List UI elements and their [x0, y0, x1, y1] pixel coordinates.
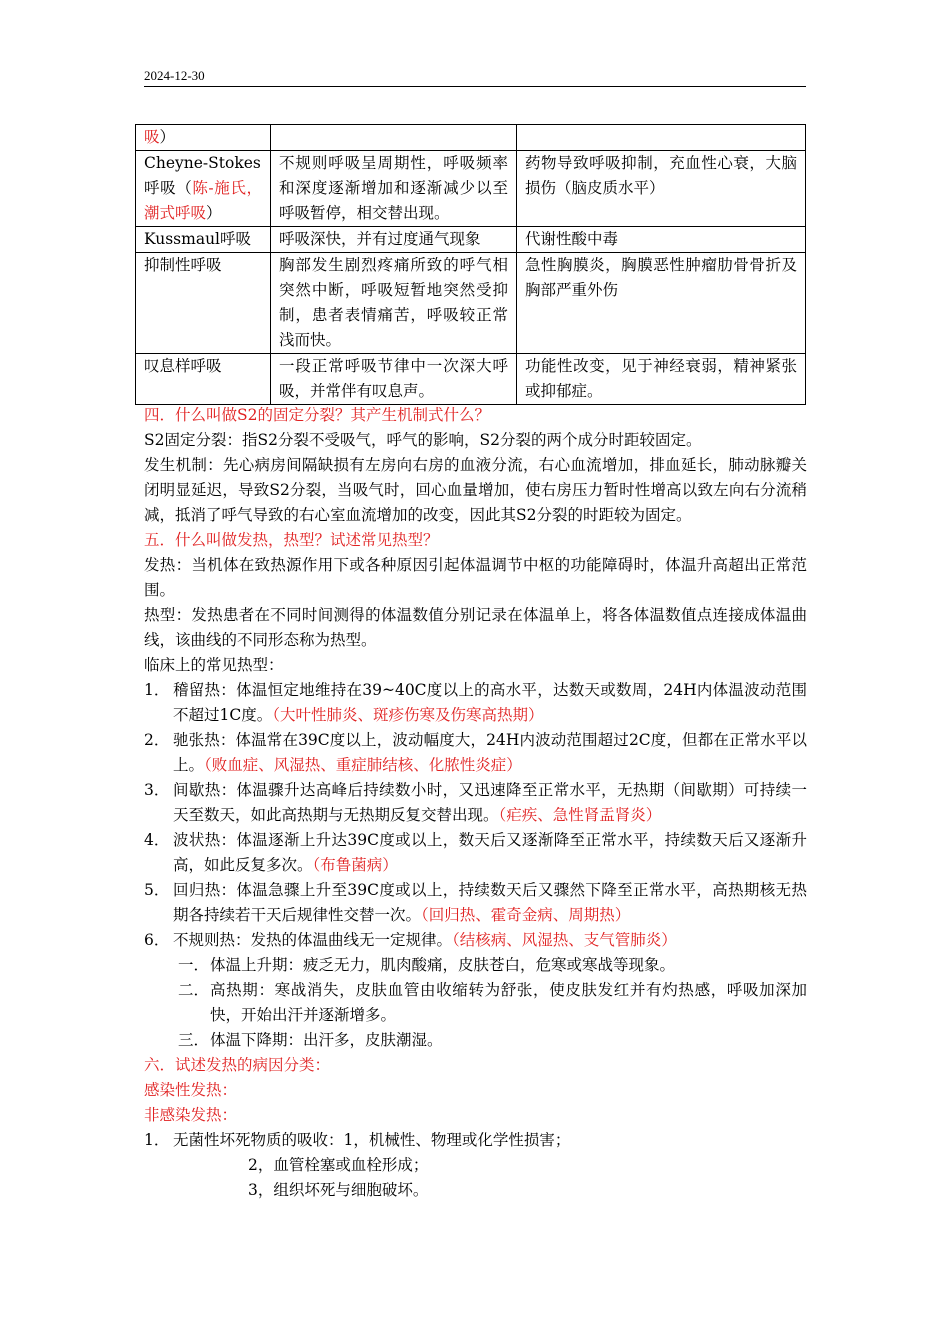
- table-cell-cause: 代谢性酸中毒: [517, 227, 806, 253]
- table-cell-cause: 功能性改变，见于神经衰弱，精神紧张或抑郁症。: [517, 354, 806, 405]
- table-row: [136, 253, 806, 354]
- table-row: [136, 354, 806, 405]
- table-row: [136, 151, 806, 227]
- table-cell-feature: 呼吸深快，并有过度通气现象: [271, 227, 517, 253]
- s2-mechanism-paragraph: 发生机制：先心病房间隔缺损有左房向右房的血液分流，右心血流增加，排血延长，肺动脉瓣关闭明显延迟，导致S2分裂，当吸气时，回心血量增加，使右房压力暂时性增高以致左向右分流稍减，抵消了呼气导致的右心室血流增加的改变，因此其S2分裂的时距较为固定。: [144, 456, 807, 524]
- list-item: 1． 无菌性坏死物质的吸收：1，机械性、物理或化学性损害；: [144, 1131, 571, 1149]
- table-cell-feature: 一段正常呼吸节律中一次深大呼吸，并常伴有叹息声。: [271, 354, 517, 405]
- table-cell-name: Cheyne-Stokes呼吸（陈-施氏，潮式呼吸）: [136, 151, 271, 227]
- sub-item: 3，组织坏死与细胞破坏。: [248, 1181, 429, 1199]
- table-cell-feature: 不规则呼吸呈周期性，呼吸频率和深度逐渐增加和逐渐减少以至呼吸暂停，相交替出现。: [271, 151, 517, 227]
- table-cell-name: 叹息样呼吸: [136, 354, 271, 405]
- table-cell-cause: 药物导致呼吸抑制，充血性心衰，大脑损伤（脑皮质水平）: [517, 151, 806, 227]
- list-item: 2． 驰张热：体温常在39C度以上，波动幅度大，24H内波动范围超过2C度，但都在正常水平以上。（败血症、风湿热、重症肺结核、化脓性炎症）: [144, 731, 807, 774]
- table-cell-name: Kussmaul呼吸: [136, 227, 271, 253]
- sub-item: 2，血管栓塞或血栓形成；: [248, 1156, 429, 1174]
- page-header: [144, 66, 806, 87]
- list-item: 3． 间歇热：体温骤升达高峰后持续数小时，又迅速降至正常水平，无热期（间歇期）可持续一天至数天，如此高热期与无热期反复交替出现。（疟疾、急性肾盂肾炎）: [144, 781, 807, 824]
- list-item: 三． 体温下降期：出汗多，皮肤潮湿。: [178, 1031, 443, 1049]
- list-item: 5． 回归热：体温急骤上升至39C度或以上，持续数天后又骤然下降至正常水平，高热期核无热期各持续若干天后规律性交替一次。（回归热、霍奇金病、周期热）: [144, 881, 807, 924]
- list-item: 6． 不规则热：发热的体温曲线无一定规律。（结核病、风湿热、支气管肺炎）: [144, 931, 677, 949]
- table-cell-cause: [517, 125, 806, 151]
- table-row: [136, 125, 806, 151]
- infectious-fever-heading: 感染性发热：: [144, 1081, 238, 1099]
- section-5-title: 五．什么叫做发热，热型？试述常见热型？: [144, 531, 439, 549]
- header-date: 2024-12-30: [144, 68, 205, 83]
- list-item: 4． 波状热：体温逐渐上升达39C度或以上，数天后又逐渐降至正常水平，持续数天后又逐渐升高，如此反复多次。（布鲁菌病）: [144, 831, 807, 874]
- list-item: 一． 体温上升期：疲乏无力，肌肉酸痛，皮肤苍白，危寒或寒战等现象。: [178, 956, 676, 974]
- section-4-title: 四．什么叫做S2的固定分裂？其产生机制式什么？: [144, 406, 490, 424]
- fever-type-definition: 热型：发热患者在不同时间测得的体温数值分别记录在体温单上，将各体温数值点连接成体温曲线，该曲线的不同形态称为热型。: [144, 606, 807, 649]
- fever-definition: 发热：当机体在致热源作用下或各种原因引起体温调节中枢的功能障碍时，体温升高超出正常范围。: [144, 556, 807, 599]
- list-item: 二． 高热期：寒战消失，皮肤血管由收缩转为舒张，使皮肤发红并有灼热感，呼吸加深加快，开始出汗并逐渐增多。: [178, 981, 807, 1024]
- table-cell-feature: [271, 125, 517, 151]
- table-cell-name: 吸）: [136, 125, 271, 151]
- s2-fixed-split-definition: S2固定分裂：指S2分裂不受吸气，呼气的影响，S2分裂的两个成分时距较固定。: [144, 431, 702, 449]
- non-infectious-fever-heading: 非感染发热：: [144, 1106, 238, 1124]
- common-fever-types-heading: 临床上的常见热型：: [144, 656, 284, 674]
- list-item: 1． 稽留热：体温恒定地维持在39~40C度以上的高水平，达数天或数周，24H内体温波动范围不超过1C度。（大叶性肺炎、斑疹伤寒及伤寒高热期）: [144, 681, 807, 724]
- fever-stage-list: [144, 953, 807, 1053]
- breathing-pattern-table: [135, 124, 806, 405]
- table-cell-cause: 急性胸膜炎，胸膜恶性肿瘤肋骨骨折及胸部严重外伤: [517, 253, 806, 354]
- table-cell-feature: 胸部发生剧烈疼痛所致的呼气相突然中断，呼吸短暂地突然受抑制，患者表情痛苦，呼吸较正常浅而快。: [271, 253, 517, 354]
- table-cell-name: 抑制性呼吸: [136, 253, 271, 354]
- table-row: [136, 227, 806, 253]
- fever-type-list: [144, 678, 807, 953]
- document-body: [144, 403, 807, 1203]
- section-6-title: 六．试述发热的病因分类：: [144, 1056, 331, 1074]
